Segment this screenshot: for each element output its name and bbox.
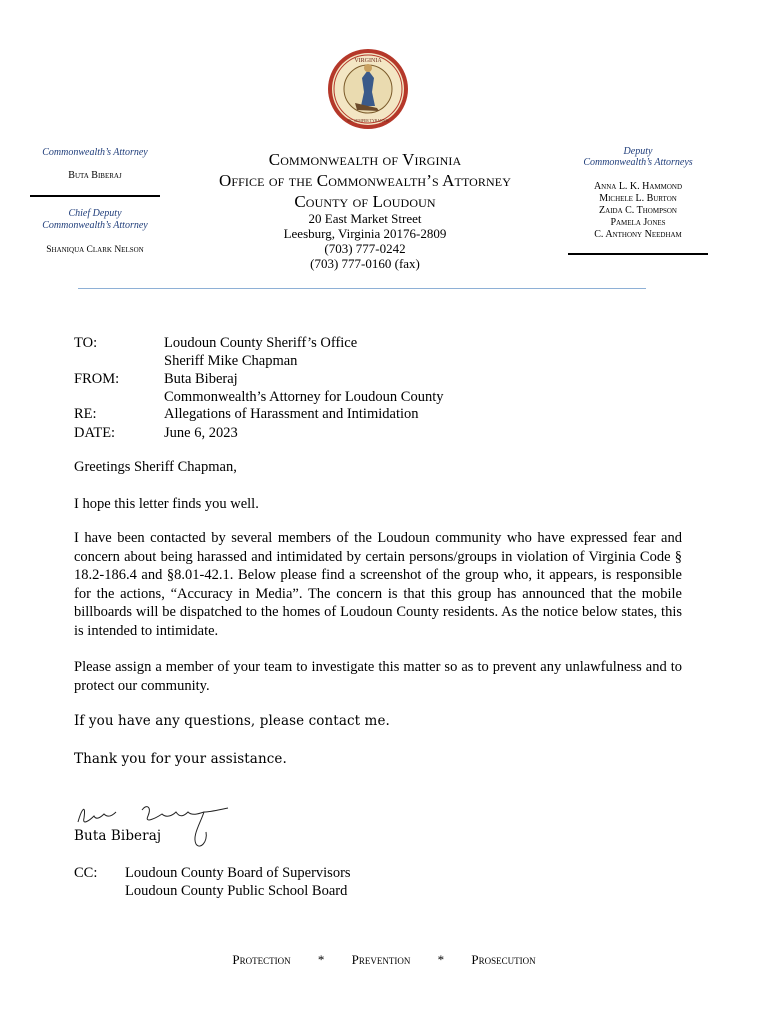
footer-separator: * <box>317 952 325 967</box>
date-value: June 6, 2023 <box>164 425 238 441</box>
svg-text:VIRGINIA: VIRGINIA <box>354 58 382 64</box>
date-label: DATE: <box>74 425 116 441</box>
address-1: 20 East Market Street <box>308 211 422 226</box>
left-title-1: Commonwealth’s Attorney <box>42 147 148 158</box>
left-name-2: Shaniqua Clark Nelson <box>46 245 144 255</box>
to-label: TO: <box>74 335 98 351</box>
re-value: Allegations of Harassment and Intimidation <box>164 406 419 422</box>
header-line-3: County of Loudoun <box>294 192 436 211</box>
header-divider <box>78 288 646 289</box>
re-label: RE: <box>74 406 97 422</box>
from-line-1: Buta Biberaj <box>164 371 238 387</box>
footer-word-prosecution: Prosecution <box>471 952 536 967</box>
paragraph-5: Thank you for your assistance. <box>74 751 287 767</box>
cc-line-1: Loudoun County Board of Supervisors <box>125 865 351 881</box>
deputy-name: Michele L. Burton <box>599 193 677 204</box>
right-rule <box>568 253 708 255</box>
virginia-seal <box>327 48 409 130</box>
footer-word-prevention: Prevention <box>351 952 411 967</box>
cc-line-2: Loudoun County Public School Board <box>125 883 348 899</box>
footer-motto <box>0 952 768 968</box>
header-line-1: Commonwealth of Virginia <box>268 150 462 169</box>
cc-label: CC: <box>74 865 98 881</box>
left-rule <box>30 195 160 197</box>
signature-name: Buta Biberaj <box>74 828 162 844</box>
deputy-name: Zaida C. Thompson <box>599 205 677 216</box>
paragraph-1: I hope this letter finds you well. <box>74 496 259 512</box>
greeting: Greetings Sheriff Chapman, <box>74 459 237 475</box>
svg-text:SIC SEMPER TYRANNIS: SIC SEMPER TYRANNIS <box>347 119 389 123</box>
fax: (703) 777-0160 (fax) <box>310 256 420 271</box>
right-title-1: Deputy <box>623 146 653 157</box>
deputy-name: Anna L. K. Hammond <box>593 181 683 192</box>
right-title-2: Commonwealth’s Attorneys <box>583 157 693 168</box>
paragraph-3: Please assign a member of your team to investigate this matter so as to prevent any unlawfulness and to protect our community. <box>74 659 682 694</box>
paragraph-2: I have been contacted by several members of the Loudoun community who have expressed fear and concern about being harassed and intimidated by certain persons/groups in violation of Virginia Code § 18.2-186.4 and §8.01-42.1. Below please find a screenshot of the group who, it appears, is responsible for the actions, “Accuracy in Media”. The concern is that this group has announced that the mobile billboards will be dispatched to the homes of Loudoun County residents. As the notice below states, this is intended to intimidate. <box>74 530 682 639</box>
phone: (703) 777-0242 <box>324 241 406 256</box>
left-title-2a: Chief Deputy <box>68 208 122 219</box>
from-label: FROM: <box>74 371 120 387</box>
paragraph-4: If you have any questions, please contact me. <box>74 713 390 729</box>
deputy-name: Pamela Jones <box>610 217 666 228</box>
header-line-2: Office of the Commonwealth’s Attorney <box>219 171 511 190</box>
deputy-name: C. Anthony Needham <box>594 229 682 240</box>
left-name-1: Buta Biberaj <box>68 170 122 181</box>
address-2: Leesburg, Virginia 20176-2809 <box>283 226 447 241</box>
from-line-2: Commonwealth’s Attorney for Loudoun County <box>164 389 444 405</box>
to-line-2: Sheriff Mike Chapman <box>164 353 298 369</box>
footer-separator: * <box>437 952 445 967</box>
to-line-1: Loudoun County Sheriff’s Office <box>164 335 358 351</box>
footer-word-protection: Protection <box>232 952 291 967</box>
left-title-2b: Commonwealth’s Attorney <box>42 220 148 231</box>
